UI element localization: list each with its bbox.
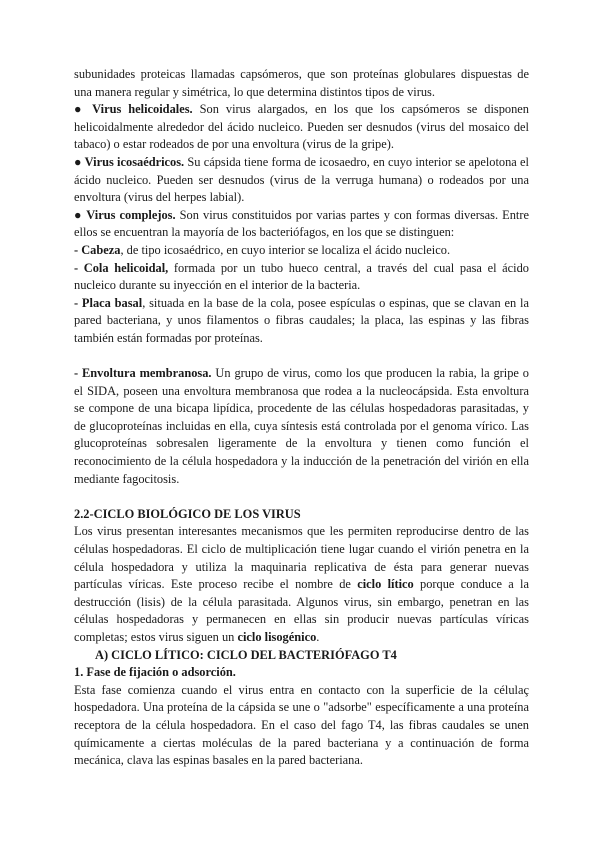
paragraph-virus-complejos xyxy=(74,207,529,242)
paragraph-ciclo-biologico xyxy=(74,523,529,646)
term-cola-helicoidal: - Cola helicoidal, xyxy=(74,260,169,275)
paragraph-text: Su cápsida tiene forma de icosaedro, en cuyo interior se apelotona el ácido nucleico. Pueden ser desnudos (virus de la verruga humana) o rodeados por una envoltura (virus del herpes labial). xyxy=(74,154,529,205)
term-virus-complejos: ● Virus complejos. xyxy=(74,207,176,222)
term-placa-basal: - Placa basal xyxy=(74,295,143,310)
term-cabeza: - Cabeza xyxy=(74,242,121,257)
document-page xyxy=(74,66,529,770)
paragraph-envoltura-membranosa xyxy=(74,365,529,488)
paragraph-capsomeros xyxy=(74,66,529,101)
subsection-heading: A) CICLO LÍTICO: CICLO DEL BACTERIÓFAGO T4 xyxy=(95,647,397,662)
paragraph-fase-fijacion xyxy=(74,682,529,770)
term-virus-helicoidales: ● Virus helicoidales. xyxy=(74,102,193,117)
paragraph-virus-icosaedricos xyxy=(74,154,529,207)
phase-heading: 1. Fase de fijación o adsorción. xyxy=(74,665,236,680)
paragraph-text: Son virus alargados, en los que los capsómeros se disponen helicoidalmente alrededor del ácido nucleico. Pueden ser desnudos (virus del mosaico del tabaco) o estar rodeados de por una envoltura (virus de la gripe). xyxy=(74,102,529,152)
term-ciclo-litico: ciclo lítico xyxy=(357,577,414,592)
paragraph-text: formada por un tubo hueco central, a través del cual pasa el ácido nucleico durante su inyección en el interior de la bacteria. xyxy=(74,260,529,293)
paragraph-text: Los virus presentan interesantes mecanismos que les permiten reproducirse dentro de las células hospedadoras. El ciclo de multiplicación tiene lugar cuando el virión penetra en la célula hospedadora y utiliza la maquinaria replicativa de ésta para generar nuevas partículas víricas. Este proceso recibe el nombre de xyxy=(74,524,529,592)
term-envoltura-membranosa: - Envoltura membranosa. xyxy=(74,366,212,381)
term-virus-icosaedricos: ● Virus icosaédricos. xyxy=(74,154,185,169)
paragraph-text: Son virus constituidos por varias partes y con formas diversas. Entre ellos se encuentran la mayoría de los bacteriófagos, en los que se distinguen: xyxy=(74,207,529,240)
paragraph-text: subunidades proteicas llamadas capsómeros, que son proteínas globulares dispuestas de una manera regular y simétrica, lo que determina distintos tipos de virus. xyxy=(74,67,529,99)
paragraph-cola-helicoidal xyxy=(74,260,529,295)
section-heading: 2.2-CICLO BIOLÓGICO DE LOS VIRUS xyxy=(74,506,301,521)
paragraph-cabeza xyxy=(74,242,529,260)
paragraph-virus-helicoidales xyxy=(74,101,529,154)
spacer xyxy=(74,348,529,366)
paragraph-text: . xyxy=(316,630,320,644)
paragraph-placa-basal xyxy=(74,295,529,348)
paragraph-text: Un grupo de virus, como los que producen la rabia, la gripe o el SIDA, poseen una envoltura membranosa que rodea a la nucleocápsida. Esta envoltura se compone de una bicapa lipídica, procedente de las células hospedadoras parasitadas, y de glucoproteínas incluidas en ella, cuya síntesis está controlada por el genoma vírico. Las glucoproteínas sobresalen ligeramente de la envoltura y tienen como función el reconocimiento de la célula hospedadora y la inducción de la penetración del virión en ella mediante fagocitosis. xyxy=(74,366,530,486)
paragraph-text: , de tipo icosaédrico, en cuyo interior se localiza el ácido nucleico. xyxy=(120,242,451,257)
paragraph-text: Esta fase comienza cuando el virus entra en contacto con la superficie de la célulaç hospedadora. Una proteína de la cápsida se une o "adsorbe" específicamente a una proteína receptora de la célula hospedadora. En el caso del fago T4, las fibras caudales se unen químicamente a ciertas moléculas de la pared bacteriana y a continuación de forma mecánica, clava las espinas basales en la pared bacteriana. xyxy=(74,682,529,768)
term-ciclo-lisogenico: ciclo lisogénico xyxy=(237,630,317,644)
paragraph-text: , situada en la base de la cola, posee espículas o espinas, que se clavan en la pared bacteriana, y unos filamentos o fibras caudales; la placa, las espinas y las fibras también están formadas por proteínas. xyxy=(74,295,529,345)
paragraph-text: porque conduce a la destrucción (lisis) de la célula parasitada. Algunos virus, sin embargo, penetran en las células hospedadoras y permanecen en ellas sin producir nuevas partículas víricas completas; estos virus siguen un xyxy=(74,577,529,644)
spacer xyxy=(74,488,529,506)
